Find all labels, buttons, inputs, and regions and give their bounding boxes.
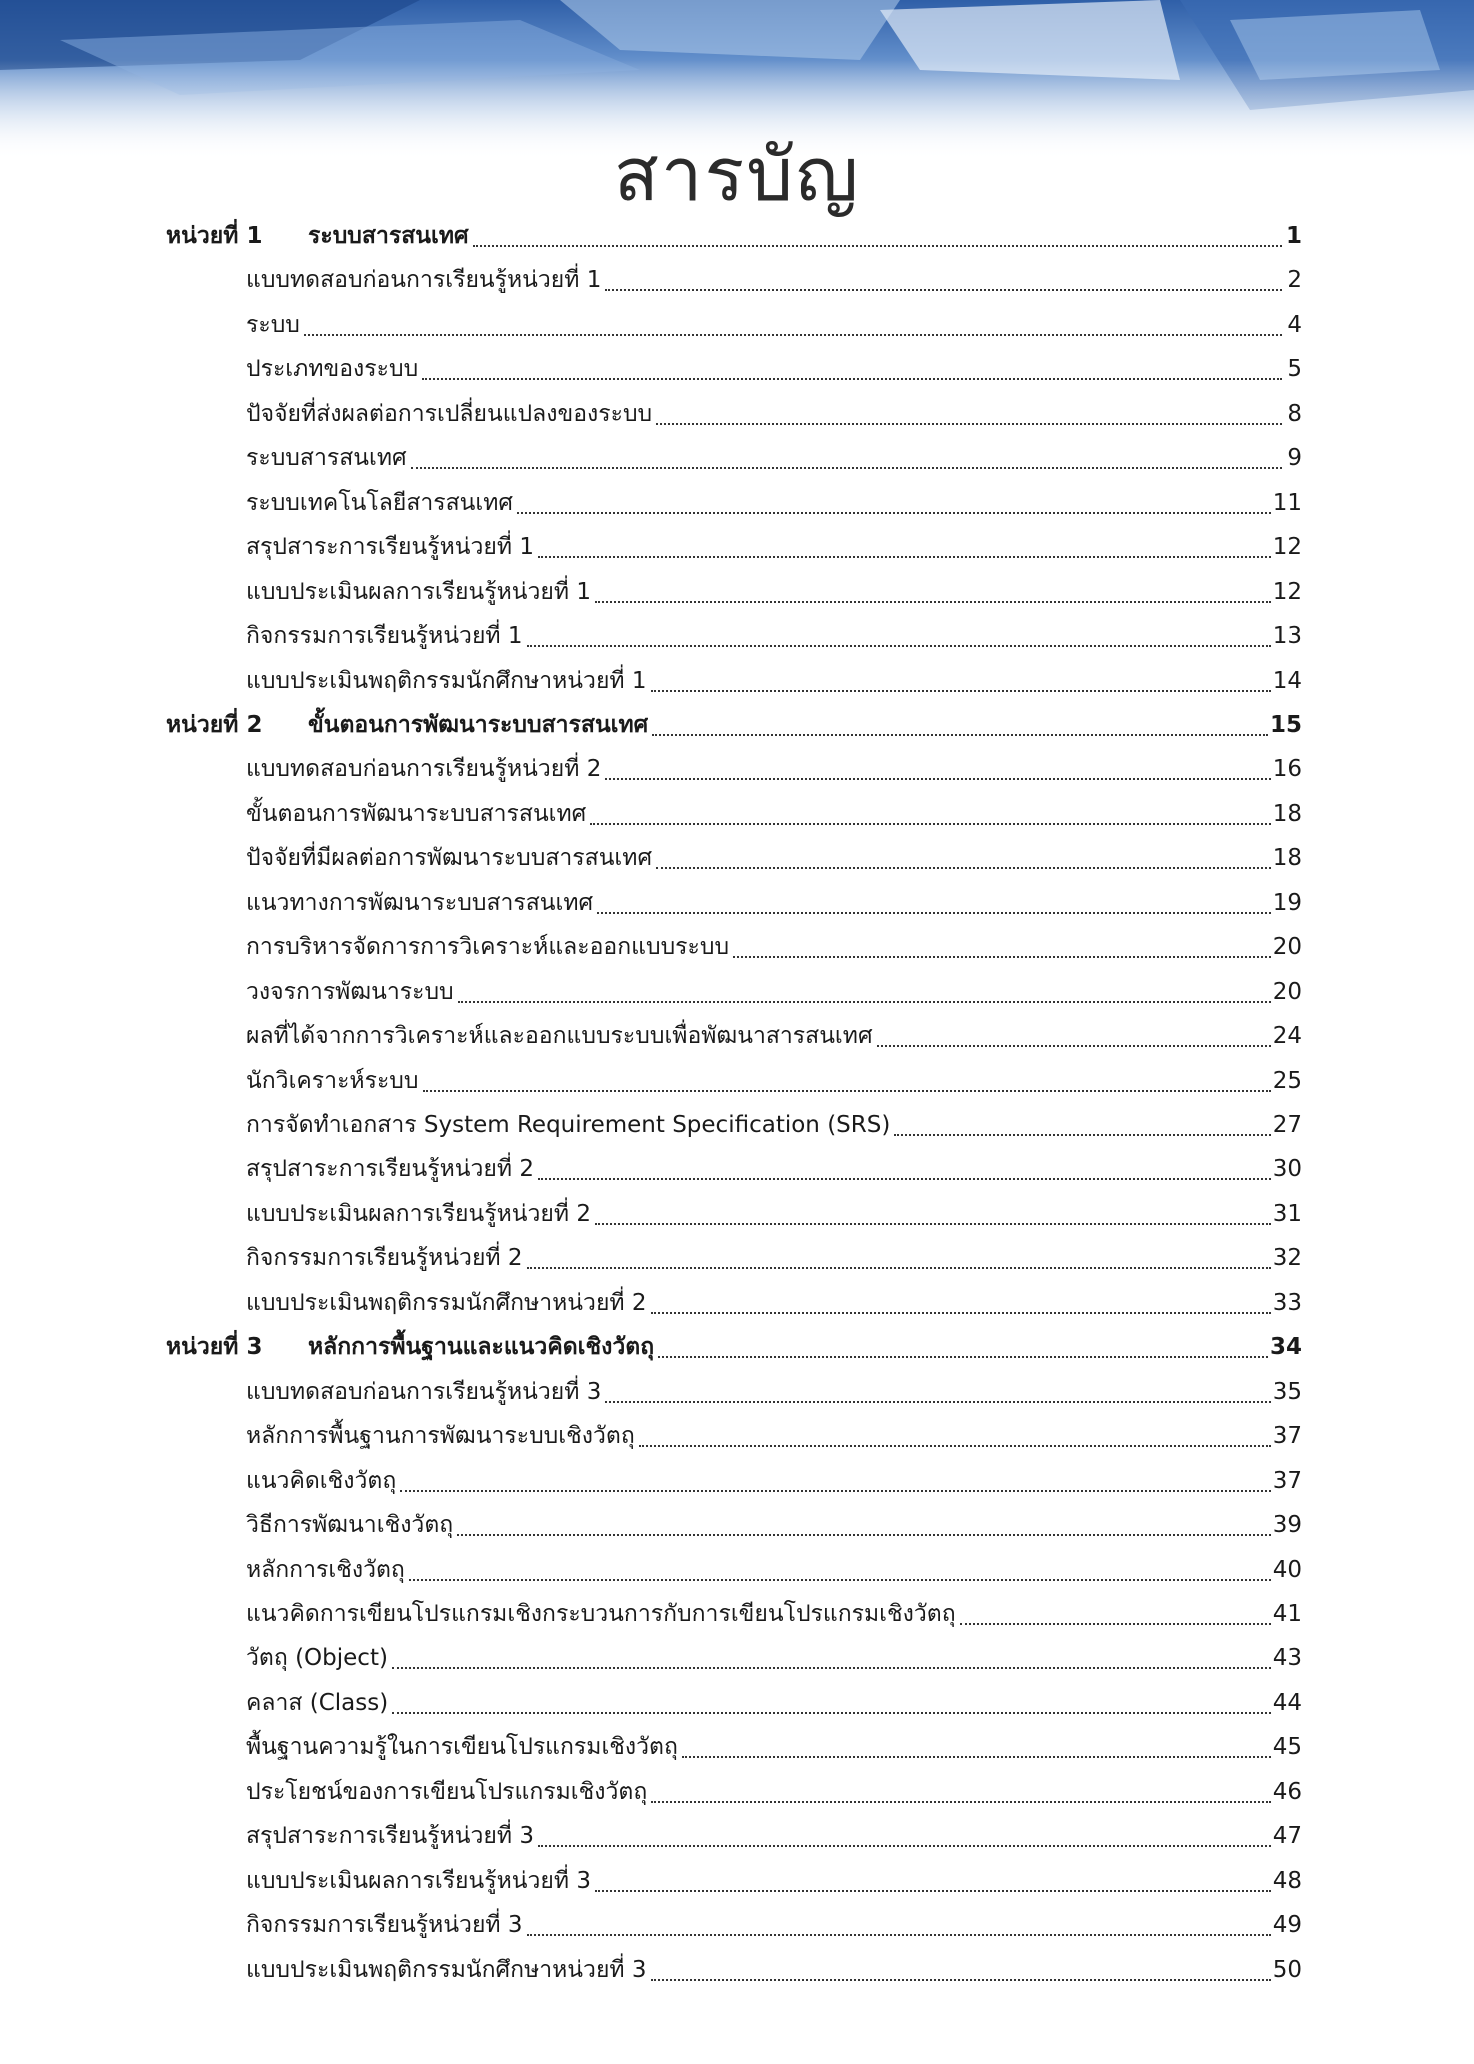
leader-dots	[656, 423, 1282, 425]
page-number: 11	[1272, 489, 1302, 516]
item-text: ระบบ	[246, 311, 300, 338]
toc-item-row[interactable]	[246, 1550, 1302, 1590]
toc-item-row[interactable]	[246, 1505, 1302, 1545]
page-number: 5	[1287, 356, 1302, 383]
leader-dots	[304, 334, 1282, 336]
page-number: 50	[1272, 1956, 1302, 1983]
unit-label: หน่วยที่ 3	[166, 1334, 263, 1361]
item-text: แนวคิดเชิงวัตถุ	[246, 1467, 397, 1494]
unit-title: ระบบสารสนเทศ	[308, 223, 469, 249]
leader-dots	[473, 245, 1282, 247]
item-text: แบบทดสอบก่อนการเรียนรู้หน่วยที่ 3	[246, 1378, 602, 1405]
page-number: 8	[1287, 400, 1302, 427]
item-text: ขั้นตอนการพัฒนาระบบสารสนเทศ	[246, 800, 587, 827]
item-text: การบริหารจัดการการวิเคราะห์และออกแบบระบบ	[246, 934, 730, 961]
page-number: 1	[1285, 223, 1302, 249]
page-number: 19	[1272, 889, 1302, 916]
item-text: วงจรการพัฒนาระบบ	[246, 978, 454, 1005]
toc-item-row[interactable]	[246, 438, 1302, 478]
toc-item-row[interactable]	[246, 1594, 1302, 1634]
page-title: สารบัญ	[613, 132, 861, 218]
page-number: 25	[1272, 1067, 1302, 1094]
item-text: หลักการพื้นฐานการพัฒนาระบบเชิงวัตถุ	[246, 1423, 635, 1450]
leader-dots	[605, 289, 1282, 291]
page-number: 37	[1272, 1423, 1302, 1450]
item-text: พื้นฐานความรู้ในการเขียนโปรแกรมเชิงวัตถุ	[246, 1734, 678, 1761]
leader-dots	[527, 1934, 1271, 1936]
toc-item-row[interactable]	[246, 1149, 1302, 1189]
page-number: 32	[1272, 1245, 1302, 1272]
leader-dots	[894, 1134, 1270, 1136]
item-text: ระบบสารสนเทศ	[246, 445, 407, 472]
leader-dots	[538, 1178, 1271, 1180]
toc-item-row[interactable]	[246, 1905, 1302, 1945]
page-number: 27	[1272, 1112, 1302, 1138]
page-number: 31	[1272, 1200, 1302, 1227]
page-number: 9	[1287, 445, 1302, 472]
toc-item-row[interactable]	[246, 1372, 1302, 1412]
leader-dots	[877, 1045, 1271, 1047]
toc-item-row[interactable]	[246, 394, 1302, 434]
leader-dots	[392, 1712, 1271, 1714]
leader-dots	[639, 1445, 1271, 1447]
leader-dots	[538, 1845, 1271, 1847]
toc-item-row[interactable]	[246, 260, 1302, 300]
page-number: 24	[1272, 1023, 1302, 1050]
page-number: 49	[1272, 1912, 1302, 1939]
toc-item-row[interactable]	[246, 1238, 1302, 1278]
toc-item-row[interactable]	[246, 838, 1302, 878]
unit-title: ขั้นตอนการพัฒนาระบบสารสนเทศ	[308, 711, 649, 738]
leader-dots	[651, 1312, 1271, 1314]
page-number: 20	[1272, 934, 1302, 961]
leader-dots	[595, 1890, 1271, 1892]
unit-title: หลักการพื้นฐานและแนวคิดเชิงวัตถุ	[308, 1334, 655, 1361]
leader-dots	[658, 1356, 1268, 1358]
page-number: 47	[1272, 1823, 1302, 1850]
item-text: สรุปสาระการเรียนรู้หน่วยที่ 2	[246, 1156, 534, 1183]
item-text: แนวทางการพัฒนาระบบสารสนเทศ	[246, 889, 594, 916]
page-number: 46	[1272, 1778, 1302, 1805]
leader-dots	[595, 601, 1271, 603]
toc-item-row[interactable]	[246, 1727, 1302, 1767]
page-number: 14	[1272, 667, 1302, 694]
item-text: แบบประเมินผลการเรียนรู้หน่วยที่ 3	[246, 1867, 591, 1894]
item-text: แบบประเมินพฤติกรรมนักศึกษาหน่วยที่ 3	[246, 1956, 647, 1983]
toc-item-row[interactable]	[246, 1061, 1302, 1101]
unit-label: หน่วยที่ 1	[166, 223, 263, 249]
page-number: 12	[1272, 578, 1302, 605]
page-number: 20	[1272, 978, 1302, 1005]
leader-dots	[538, 556, 1271, 558]
item-text: ปัจจัยที่ส่งผลต่อการเปลี่ยนแปลงของระบบ	[246, 400, 653, 427]
page-number: 15	[1269, 711, 1302, 738]
item-text: กิจกรรมการเรียนรู้หน่วยที่ 1	[246, 623, 523, 650]
toc-item-row[interactable]	[246, 1638, 1302, 1678]
toc-item-row[interactable]	[246, 1772, 1302, 1812]
page-number: 33	[1272, 1289, 1302, 1316]
leader-dots	[682, 1756, 1271, 1758]
toc-item-row[interactable]	[246, 883, 1302, 923]
page-number: 45	[1272, 1734, 1302, 1761]
item-text: แนวคิดการเขียนโปรแกรมเชิงกระบวนการกับการเขียนโปรแกรมเชิงวัตถุ	[246, 1600, 956, 1627]
leader-dots	[605, 1401, 1270, 1403]
leader-dots	[960, 1623, 1271, 1625]
page-number: 35	[1272, 1378, 1302, 1405]
leader-dots	[652, 734, 1268, 736]
item-text: แบบประเมินผลการเรียนรู้หน่วยที่ 2	[246, 1200, 591, 1227]
toc-item-row[interactable]	[246, 661, 1302, 701]
toc-item-row[interactable]	[246, 305, 1302, 345]
page-number: 44	[1272, 1689, 1302, 1716]
item-text: กิจกรรมการเรียนรู้หน่วยที่ 3	[246, 1912, 523, 1939]
leader-dots	[458, 1001, 1271, 1003]
leader-dots	[527, 1267, 1271, 1269]
item-text: แบบประเมินผลการเรียนรู้หน่วยที่ 1	[246, 578, 591, 605]
page-number: 12	[1272, 534, 1302, 561]
toc-item-row[interactable]	[246, 1016, 1302, 1056]
item-text: หลักการเชิงวัตถุ	[246, 1556, 405, 1583]
item-text: แบบทดสอบก่อนการเรียนรู้หน่วยที่ 2	[246, 756, 602, 783]
toc-item-row[interactable]	[246, 1816, 1302, 1856]
item-text: นักวิเคราะห์ระบบ	[246, 1067, 419, 1094]
item-text: ระบบเทคโนโลยีสารสนเทศ	[246, 489, 514, 516]
leader-dots	[656, 867, 1271, 869]
toc-item-row[interactable]	[246, 1683, 1302, 1723]
page-number: 4	[1287, 311, 1302, 338]
page-number: 37	[1272, 1467, 1302, 1494]
page-number: 18	[1272, 845, 1302, 872]
item-text: สรุปสาระการเรียนรู้หน่วยที่ 3	[246, 1823, 534, 1850]
page-number: 41	[1272, 1600, 1302, 1627]
leader-dots	[527, 645, 1271, 647]
item-text: ปัจจัยที่มีผลต่อการพัฒนาระบบสารสนเทศ	[246, 845, 653, 872]
toc-item-row[interactable]	[246, 749, 1302, 789]
toc-item-row[interactable]	[246, 1950, 1302, 1990]
item-text: วัตถุ (Object)	[246, 1645, 388, 1672]
page-number: 34	[1269, 1334, 1302, 1361]
page-number: 48	[1272, 1867, 1302, 1894]
toc-unit-row[interactable]	[166, 216, 1302, 256]
toc-item-row[interactable]	[246, 349, 1302, 389]
page-number: 16	[1272, 756, 1302, 783]
toc-item-row[interactable]	[246, 794, 1302, 834]
page-number: 30	[1272, 1156, 1302, 1183]
leader-dots	[651, 1979, 1271, 1981]
toc-item-row[interactable]	[246, 972, 1302, 1012]
leader-dots	[409, 1579, 1271, 1581]
page-number: 39	[1272, 1512, 1302, 1539]
page-number: 43	[1272, 1645, 1302, 1672]
item-text: แบบทดสอบก่อนการเรียนรู้หน่วยที่ 1	[246, 267, 602, 294]
leader-dots	[457, 1534, 1271, 1536]
unit-label: หน่วยที่ 2	[166, 711, 263, 738]
toc-item-row[interactable]	[246, 1461, 1302, 1501]
toc-item-row[interactable]	[246, 1283, 1302, 1323]
item-text: ผลที่ได้จากการวิเคราะห์และออกแบบระบบเพื่อพัฒนาสารสนเทศ	[246, 1023, 873, 1050]
leader-dots	[423, 1090, 1271, 1092]
leader-dots	[733, 956, 1271, 958]
toc-item-row[interactable]	[246, 1861, 1302, 1901]
leader-dots	[597, 912, 1271, 914]
leader-dots	[411, 467, 1282, 469]
leader-dots	[651, 1801, 1270, 1803]
toc-item-row[interactable]	[246, 1105, 1302, 1145]
item-text: วิธีการพัฒนาเชิงวัตถุ	[246, 1512, 454, 1539]
item-text: ประเภทของระบบ	[246, 356, 419, 383]
leader-dots	[595, 1223, 1271, 1225]
page-number: 13	[1272, 623, 1302, 650]
leader-dots	[590, 823, 1270, 825]
item-text: การจัดทำเอกสาร System Requirement Specification (SRS)	[246, 1112, 891, 1138]
toc-item-row[interactable]	[246, 1416, 1302, 1456]
item-text: แบบประเมินพฤติกรรมนักศึกษาหน่วยที่ 1	[246, 667, 647, 694]
toc-item-row[interactable]	[246, 927, 1302, 967]
leader-dots	[400, 1490, 1270, 1492]
toc-item-row[interactable]	[246, 572, 1302, 612]
toc-item-row[interactable]	[246, 1194, 1302, 1234]
leader-dots	[517, 512, 1271, 514]
leader-dots	[605, 778, 1270, 780]
leader-dots	[422, 378, 1282, 380]
page-number: 40	[1272, 1556, 1302, 1583]
page-number: 18	[1272, 800, 1302, 827]
item-text: ประโยชน์ของการเขียนโปรแกรมเชิงวัตถุ	[246, 1778, 648, 1805]
page-number: 2	[1287, 267, 1302, 294]
toc-item-row[interactable]	[246, 616, 1302, 656]
toc-item-row[interactable]	[246, 527, 1302, 567]
item-text: กิจกรรมการเรียนรู้หน่วยที่ 2	[246, 1245, 523, 1272]
item-text: แบบประเมินพฤติกรรมนักศึกษาหน่วยที่ 2	[246, 1289, 647, 1316]
leader-dots	[392, 1667, 1271, 1669]
leader-dots	[651, 690, 1271, 692]
item-text: คลาส (Class)	[246, 1689, 389, 1716]
toc-unit-row[interactable]	[166, 705, 1302, 745]
toc-unit-row[interactable]	[166, 1327, 1302, 1367]
item-text: สรุปสาระการเรียนรู้หน่วยที่ 1	[246, 534, 534, 561]
toc-item-row[interactable]	[246, 483, 1302, 523]
